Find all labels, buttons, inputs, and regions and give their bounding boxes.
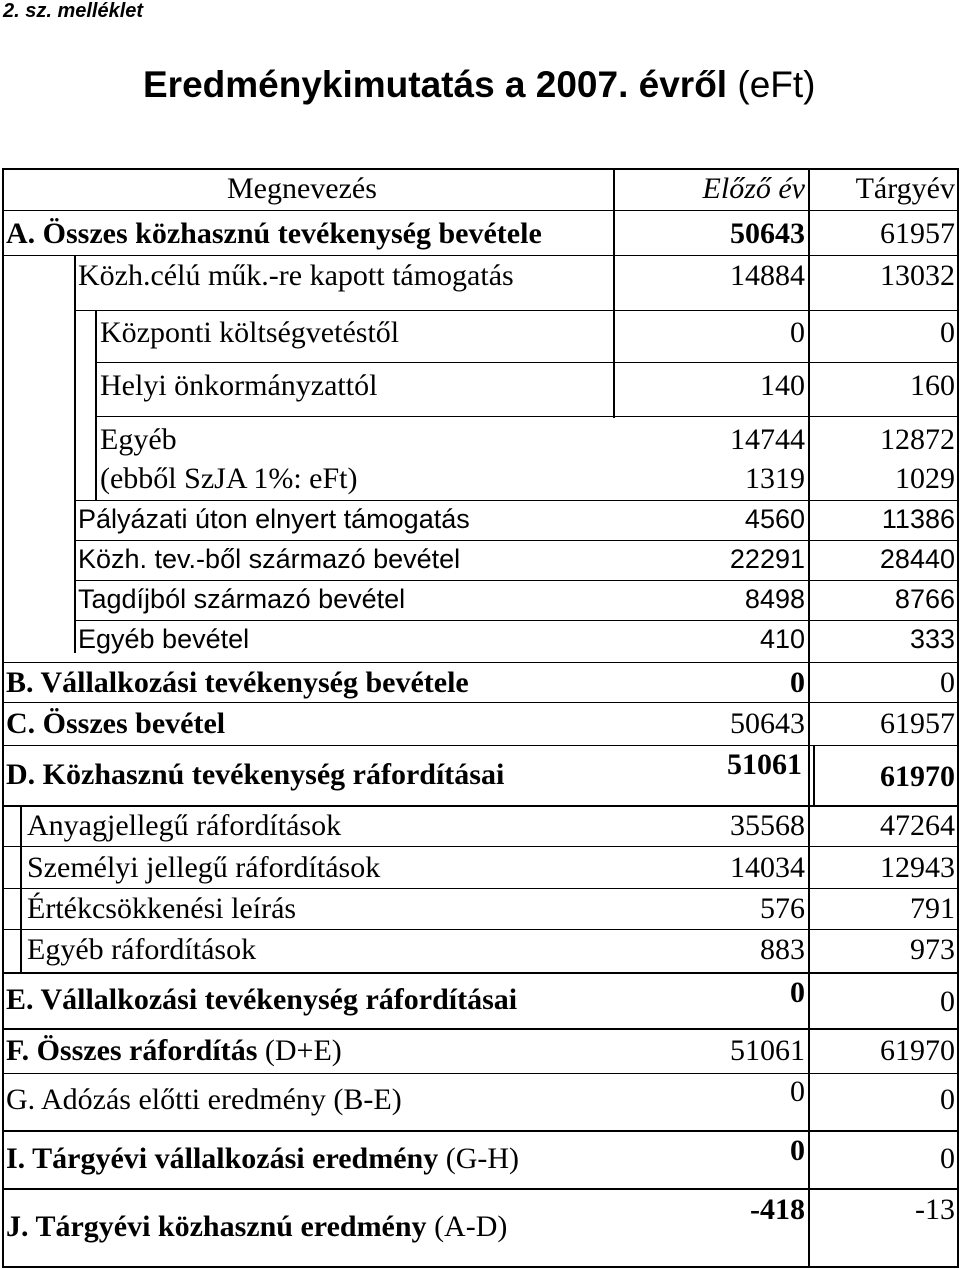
grid-line [2,1130,959,1132]
grid-line [2,1188,959,1190]
row-szja-label: (ebből SzJA 1%: eFt) [100,462,358,495]
row-j-prev: -418 [750,1193,805,1226]
row-support-prev: 14884 [730,259,805,292]
row-grant-curr: 11386 [881,504,955,534]
row-i-label-rest: (G-H) [445,1142,520,1175]
row-local-prev: 140 [760,369,805,402]
grid-line [74,580,959,581]
grid-line [20,805,22,973]
row-szja-curr: 1029 [895,462,955,495]
row-i-curr: 0 [940,1142,955,1175]
row-j-label [6,1210,507,1244]
row-j-label-rest: (A-D) [434,1210,508,1243]
grid-line [2,1266,959,1268]
row-activity-prev: 22291 [729,544,805,574]
row-grant-prev: 4560 [744,504,805,534]
header-curr: Tárgyév [855,172,955,205]
grid-line [2,805,959,807]
grid-line [2,888,959,889]
grid-line [2,662,959,663]
grid-line [95,310,97,500]
row-c-prev: 50643 [730,707,805,740]
row-depreciation-label: Értékcsökkenési leírás [27,892,297,925]
row-f-label-bold: F. Összes ráfordítás [6,1034,258,1067]
grid-line [957,168,959,1268]
row-depreciation-prev: 576 [760,892,805,925]
row-a-label: A. Összes közhasznú tevékenység bevétele [6,217,542,250]
row-g-label: G. Adózás előtti eredmény (B-E) [6,1083,402,1116]
title-unit: (eFt) [737,64,816,105]
grid-line [613,168,615,418]
header-name: Megnevezés [227,172,377,205]
row-activity-curr: 28440 [879,544,955,574]
row-membership-label: Tagdíjból származó bevétel [78,584,406,614]
row-central-curr: 0 [940,316,955,349]
row-i-label [6,1142,519,1176]
grid-line [2,745,959,746]
row-f-curr: 61970 [880,1034,955,1067]
grid-line [2,846,959,847]
page-title [143,64,815,106]
row-g-prev: 0 [790,1075,805,1108]
row-d-prev: 51061 [727,748,802,781]
grid-line [2,210,959,211]
row-other-curr: 12872 [880,423,955,456]
row-central-prev: 0 [790,316,805,349]
row-depreciation-curr: 791 [910,892,955,925]
row-central-label: Központi költségvetéstől [100,316,400,349]
grid-line [74,620,959,621]
title-main: Eredménykimutatás a 2007. évről [143,64,728,105]
grid-line [2,929,959,930]
grid-line [2,702,959,703]
row-material-label: Anyagjellegű ráfordítások [27,809,342,842]
row-other-label: Egyéb [100,423,177,456]
grid-line [2,255,959,256]
row-f-label [6,1034,342,1068]
row-membership-curr: 8766 [894,584,955,614]
row-personnel-label: Személyi jellegű ráfordítások [27,851,381,884]
row-j-curr: -13 [915,1193,955,1226]
row-local-curr: 160 [910,369,955,402]
grid-line [2,972,959,974]
grid-line [74,500,959,501]
row-e-prev: 0 [790,976,805,1009]
row-b-curr: 0 [940,666,955,699]
row-i-label-bold: I. Tárgyévi vállalkozási eredmény [6,1142,439,1175]
row-a-curr: 61957 [880,217,955,250]
annex-label: 2. sz. melléklet [3,0,144,22]
row-material-prev: 35568 [730,809,805,842]
row-g-curr: 0 [940,1083,955,1116]
row-f-prev: 51061 [730,1034,805,1067]
grid-line [808,1188,810,1266]
row-local-label: Helyi önkormányzattól [100,369,378,402]
grid-line [95,362,959,363]
row-e-curr: 0 [940,985,955,1018]
row-j-label-bold: J. Tárgyévi közhasznú eredmény [6,1210,427,1243]
row-membership-prev: 8498 [744,584,805,614]
row-e-label: E. Vállalkozási tevékenység ráfordításai [6,983,518,1016]
row-szja-prev: 1319 [745,462,805,495]
row-b-label: B. Vállalkozási tevékenység bevétele [6,666,469,699]
row-grant-label: Pályázati úton elnyert támogatás [78,504,470,534]
row-material-curr: 47264 [880,809,955,842]
row-a-prev: 50643 [730,217,805,250]
row-b-prev: 0 [790,666,805,699]
row-other-income-prev: 410 [759,624,805,654]
grid-line [2,1028,959,1030]
row-support-label: Közh.célú műk.-re kapott támogatás [78,259,514,292]
row-other-expense-label: Egyéb ráfordítások [27,933,257,966]
row-other-income-curr: 333 [909,624,955,654]
row-other-expense-curr: 973 [910,933,955,966]
header-prev: Előző év [702,172,805,205]
row-personnel-prev: 14034 [730,851,805,884]
grid-line [2,168,4,1268]
row-i-prev: 0 [790,1134,805,1167]
row-d-curr: 61970 [880,760,955,793]
row-c-label: C. Összes bevétel [6,707,226,740]
grid-line [74,540,959,541]
grid-line [2,1073,959,1074]
row-f-label-rest: (D+E) [264,1034,342,1067]
grid-line [808,168,810,1266]
grid-line [74,310,959,311]
row-c-curr: 61957 [880,707,955,740]
row-personnel-curr: 12943 [880,851,955,884]
grid-line [2,168,959,170]
row-support-curr: 13032 [880,259,955,292]
row-d-label: D. Közhasznú tevékenység ráfordításai [6,758,505,791]
row-other-prev: 14744 [730,423,805,456]
grid-line [813,745,815,805]
row-other-expense-prev: 883 [760,933,805,966]
row-activity-label: Közh. tev.-ből származó bevétel [78,544,461,574]
grid-line [95,416,959,417]
row-other-income-label: Egyéb bevétel [78,624,250,654]
grid-line [74,255,76,653]
